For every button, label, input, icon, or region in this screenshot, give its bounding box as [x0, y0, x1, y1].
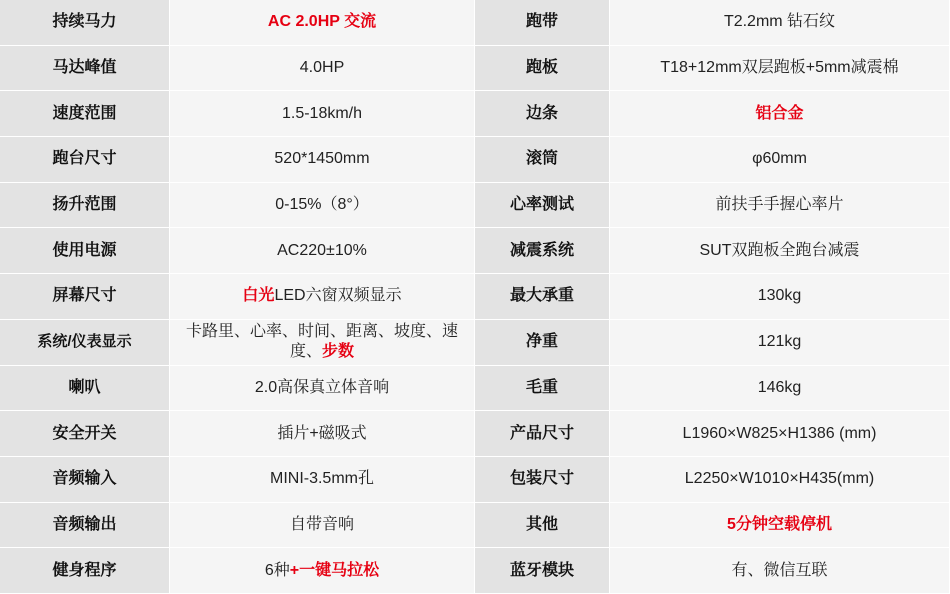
row-value-left: 520*1450mm	[170, 137, 475, 183]
row-label-left: 马达峰值	[0, 46, 170, 92]
row-label-right: 边条	[475, 91, 610, 137]
row-label-right: 滚筒	[475, 137, 610, 183]
row-label-left: 健身程序	[0, 548, 170, 594]
row-label-left: 系统/仪表显示	[0, 320, 170, 366]
row-value-left: 白光LED六窗双频显示	[170, 274, 475, 320]
row-value-left	[170, 0, 475, 46]
row-value-right: 121kg	[610, 320, 950, 366]
row-label-left: 喇叭	[0, 366, 170, 412]
row-value-left: 1.5-18km/h	[170, 91, 475, 137]
row-label-right: 最大承重	[475, 274, 610, 320]
row-value-right: φ60mm	[610, 137, 950, 183]
row-value-right: L2250×W1010×H435(mm)	[610, 457, 950, 503]
row-value-left: 0-15%（8°）	[170, 183, 475, 229]
row-label-left: 音频输出	[0, 503, 170, 549]
row-value-right: SUT双跑板全跑台减震	[610, 228, 950, 274]
row-value-left: 自带音响	[170, 503, 475, 549]
row-label-right: 产品尺寸	[475, 411, 610, 457]
row-value-left: 4.0HP	[170, 46, 475, 92]
row-value-left: 卡路里、心率、时间、距离、坡度、速度、步数	[170, 320, 475, 366]
row-label-right: 毛重	[475, 366, 610, 412]
highlight-text: 步数	[322, 343, 355, 361]
row-label-left: 扬升范围	[0, 183, 170, 229]
row-value-left: MINI-3.5mm孔	[170, 457, 475, 503]
row-label-right: 其他	[475, 503, 610, 549]
row-label-right: 净重	[475, 320, 610, 366]
row-label-right: 跑带	[475, 0, 610, 46]
row-value-right: 前扶手手握心率片	[610, 183, 950, 229]
highlight-text: 5分钟空载停机	[727, 515, 832, 533]
row-label-right: 包装尺寸	[475, 457, 610, 503]
row-label-right: 减震系统	[475, 228, 610, 274]
row-value-right	[610, 91, 950, 137]
row-label-left: 音频输入	[0, 457, 170, 503]
highlight-text: 白光	[242, 287, 275, 305]
row-value-right: T2.2mm 钻石纹	[610, 0, 950, 46]
row-label-right: 心率测试	[475, 183, 610, 229]
row-value-left: 插片+磁吸式	[170, 411, 475, 457]
row-value-right: L1960×W825×H1386 (mm)	[610, 411, 950, 457]
highlight-text: 铝合金	[755, 104, 804, 122]
row-label-left: 跑台尺寸	[0, 137, 170, 183]
row-value-right: 146kg	[610, 366, 950, 412]
row-label-left: 速度范围	[0, 91, 170, 137]
row-label-left: 持续马力	[0, 0, 170, 46]
row-label-right: 跑板	[475, 46, 610, 92]
row-value-right	[610, 503, 950, 549]
row-value-left: AC220±10%	[170, 228, 475, 274]
highlight-text: +一键马拉松	[289, 561, 380, 579]
row-value-left: 6种+一键马拉松	[170, 548, 475, 594]
row-label-left: 屏幕尺寸	[0, 274, 170, 320]
row-label-left: 使用电源	[0, 228, 170, 274]
highlight-text: AC 2.0HP 交流	[267, 13, 377, 31]
row-value-right: T18+12mm双层跑板 +5mm减震棉	[610, 46, 950, 92]
row-label-right: 蓝牙模块	[475, 548, 610, 594]
row-value-left: 2.0高保真立体音响	[170, 366, 475, 412]
row-label-left: 安全开关	[0, 411, 170, 457]
row-value-right: 有、微信互联	[610, 548, 950, 594]
row-value-right: 130kg	[610, 274, 950, 320]
